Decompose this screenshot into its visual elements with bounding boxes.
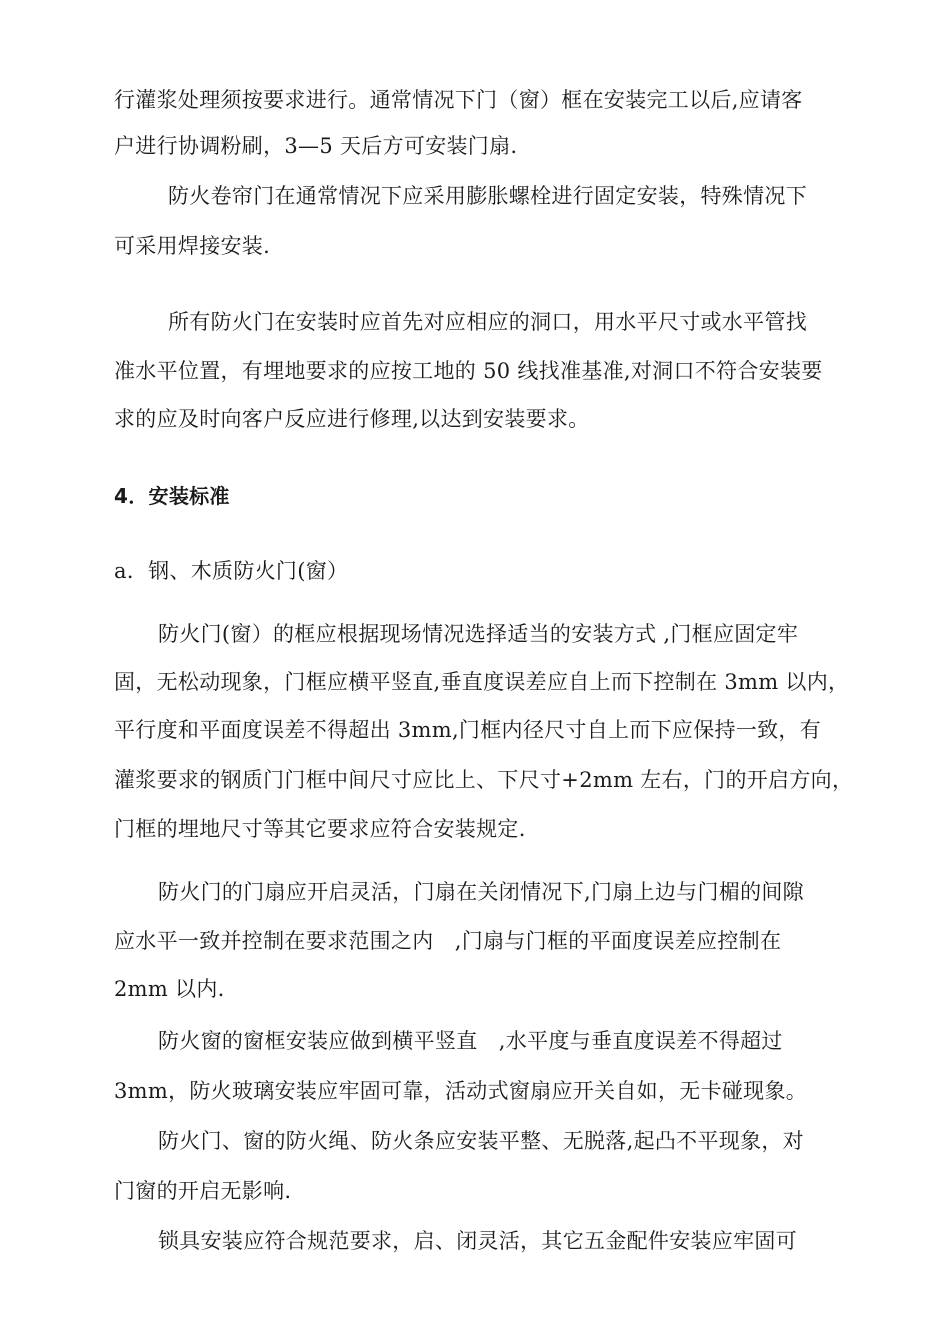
text-line-6: 准水平位置，有埋地要求的应按工地的 50 线找准基准,对洞口不符合安装要 xyxy=(114,359,823,383)
text-line-17: 2mm 以内. xyxy=(114,977,225,1001)
text-line-1: 行灌浆处理须按要求进行。通常情况下门（窗）框在安装完工以后,应请客 xyxy=(114,88,803,112)
text-line-3: 防火卷帘门在通常情况下应采用膨胀螺栓进行固定安装，特殊情况下 xyxy=(168,184,807,208)
text-line-19: 3mm，防火玻璃安装应牢固可靠，活动式窗扇应开关自如，无卡碰现象。 xyxy=(114,1079,808,1103)
text-line-11: 固，无松动现象，门框应横平竖直,垂直度误差应自上而下控制在 3mm 以内， xyxy=(114,670,850,694)
text-line-5: 所有防火门在安装时应首先对应相应的洞口，用水平尺寸或水平管找 xyxy=(168,310,807,334)
text-line-13: 灌浆要求的钢质门门框中间尺寸应比上、下尺寸+2mm 左右，门的开启方向， xyxy=(114,768,854,792)
text-line-2: 户进行协调粉刷，3—5 天后方可安装门扇. xyxy=(114,134,518,158)
text-line-21: 门窗的开启无影响. xyxy=(114,1179,292,1203)
text-line-4: 可采用焊接安装. xyxy=(114,234,271,258)
text-line-14: 门框的埋地尺寸等其它要求应符合安装规定. xyxy=(114,817,526,841)
section-heading: 4．安装标准 xyxy=(114,484,230,508)
text-line-22: 锁具安装应符合规范要求，启、闭灵活，其它五金配件安装应牢固可 xyxy=(158,1229,797,1253)
text-line-20: 防火门、窗的防火绳、防火条应安装平整、无脱落,起凸不平现象，对 xyxy=(158,1129,804,1153)
text-line-12: 平行度和平面度误差不得超出 3mm,门框内径尺寸自上而下应保持一致，有 xyxy=(114,718,822,742)
subsection-heading: a．钢、木质防火门(窗） xyxy=(114,559,349,583)
text-line-15: 防火门的门扇应开启灵活，门扇在关闭情况下,门扇上边与门楣的间隙 xyxy=(158,880,804,904)
text-line-7: 求的应及时向客户反应进行修理,以达到安装要求。 xyxy=(114,407,590,431)
text-line-16: 应水平一致并控制在要求范围之内 ,门扇与门框的平面度误差应控制在 xyxy=(114,929,782,953)
text-line-10: 防火门(窗）的框应根据现场情况选择适当的安装方式 ,门框应固定牢 xyxy=(158,622,799,646)
text-line-18: 防火窗的窗框安装应做到横平竖直 ,水平度与垂直度误差不得超过 xyxy=(158,1029,783,1053)
